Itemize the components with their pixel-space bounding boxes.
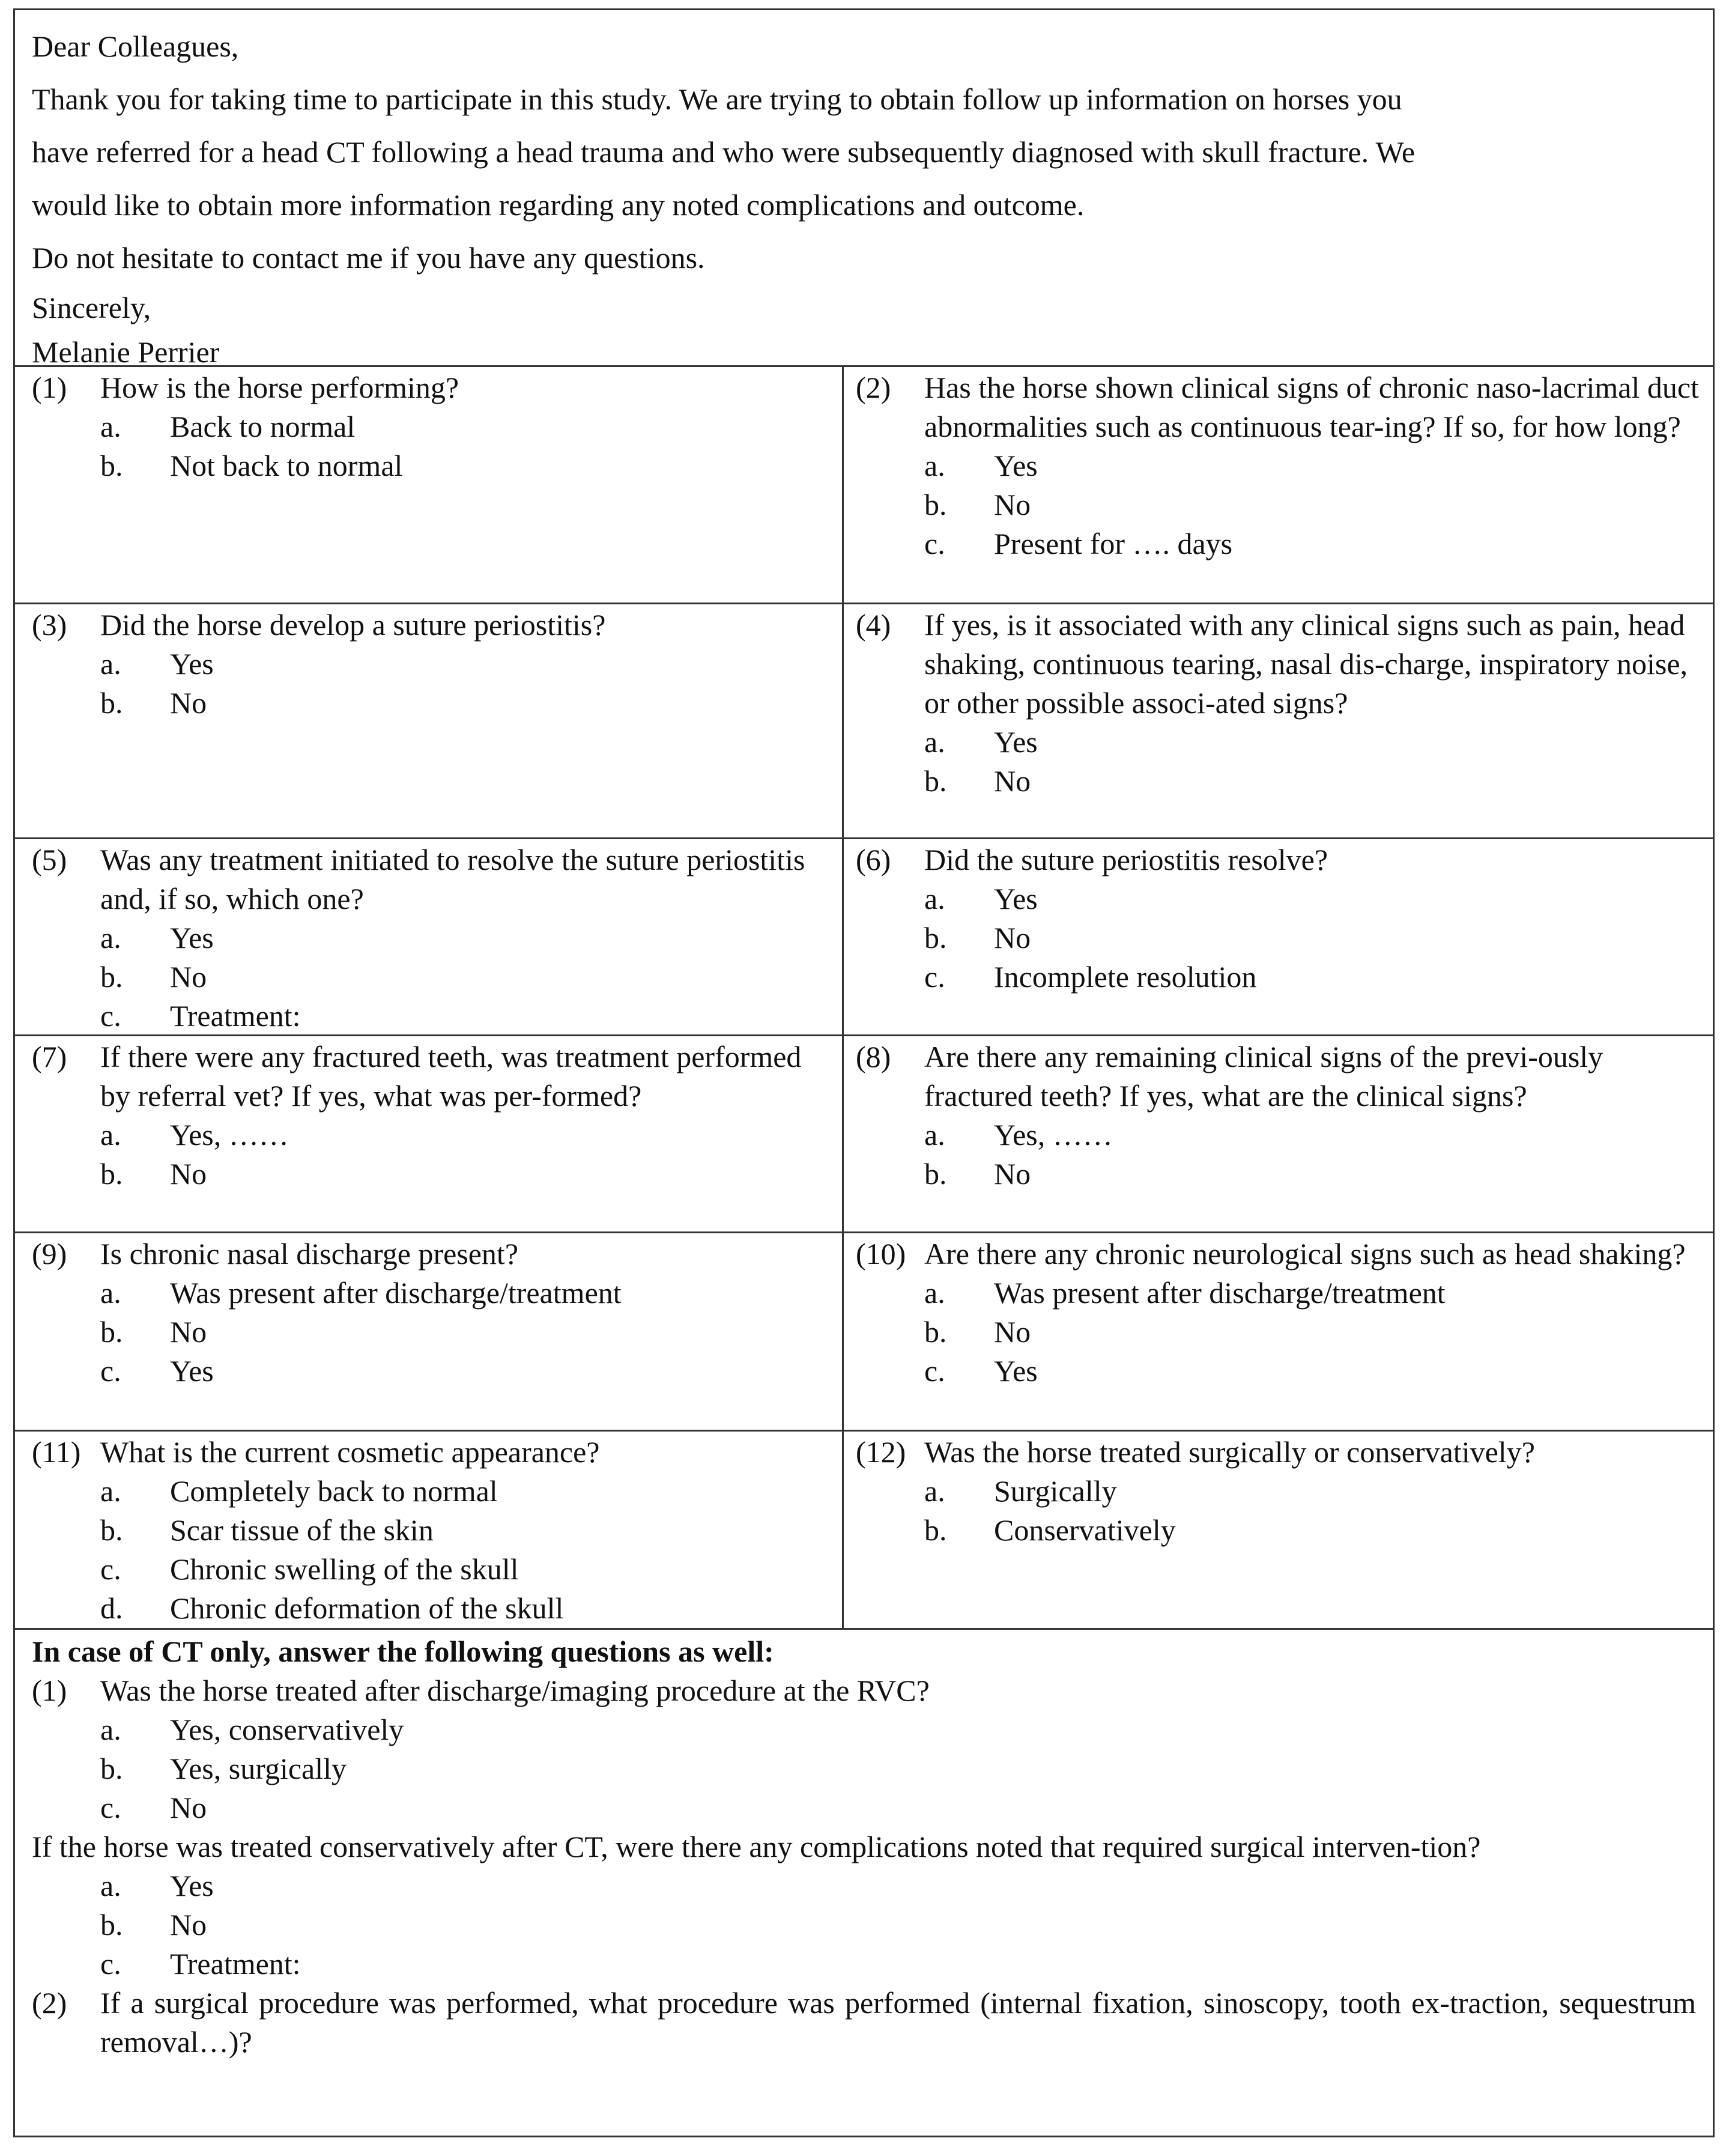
question-text: Are there any chronic neurological signs such as head shaking? [924, 1237, 1686, 1271]
option-item[interactable]: a. Surgically [924, 1474, 1117, 1508]
option-list [924, 879, 1701, 997]
question-number: (11) [32, 1435, 81, 1469]
question-row [15, 837, 1713, 1034]
question-number: (4) [856, 608, 891, 642]
question-cell-8 [844, 1036, 1713, 1231]
question-row [15, 603, 1713, 837]
option-item[interactable]: b. No [924, 764, 1031, 798]
question-cell-11 [15, 1432, 844, 1628]
option-item[interactable]: b. No [100, 1908, 207, 1942]
option-item[interactable]: a. Yes, …… [100, 1118, 289, 1152]
question-number: (5) [32, 843, 67, 876]
question-text: If yes, is it associated with any clinical signs such as pain, head shaking, continuous tearing, nasal dis-charge, inspiratory noise, or other possible associ-ated signs? [924, 608, 1688, 720]
question-number: (6) [856, 843, 891, 876]
question-row [15, 1034, 1713, 1231]
option-item[interactable]: a. Yes [924, 449, 1038, 482]
question-text: Did the horse develop a suture periostitis? [100, 608, 606, 642]
option-item[interactable]: c. Treatment: [100, 1947, 301, 1981]
option-item[interactable]: b. Not back to normal [100, 449, 403, 482]
option-item[interactable]: c. Yes [100, 1354, 214, 1388]
option-list [100, 1472, 830, 1628]
question-text: Was the horse treated surgically or conservatively? [924, 1435, 1535, 1469]
question-text: Did the suture periostitis resolve? [924, 843, 1328, 876]
question-text: Was any treatment initiated to resolve the suture periostitis and, if so, which one? [100, 843, 805, 916]
closing: Sincerely, [32, 291, 151, 324]
option-item[interactable]: b. No [100, 1315, 207, 1349]
question-row [15, 365, 1713, 603]
option-list [100, 919, 830, 1036]
option-item[interactable]: a. Yes [100, 1869, 214, 1902]
intro-body-line: would like to obtain more information regarding any noted complications and outcome. [32, 188, 1085, 222]
option-item[interactable]: b. No [100, 686, 207, 720]
intro-body-line: have referred for a head CT following a head trauma and who were subsequently diagnosed with skull fracture. We [32, 135, 1416, 169]
question-text: Is chronic nasal discharge present? [100, 1237, 519, 1271]
question-text: Has the horse shown clinical signs of chronic naso-lacrimal duct abnormalities such as continuous tear-ing? If so, for how long? [924, 371, 1699, 443]
question-text: Are there any remaining clinical signs of the previ-ously fractured teeth? If yes, what are the clinical signs? [924, 1040, 1603, 1113]
question-number: (1) [32, 371, 67, 404]
option-list [924, 1116, 1701, 1194]
question-cell-10 [844, 1233, 1713, 1430]
option-item[interactable]: b. Conservatively [924, 1513, 1176, 1547]
option-item[interactable]: b. No [924, 921, 1031, 955]
option-item[interactable]: a. Yes, …… [924, 1118, 1113, 1152]
question-cell-7 [15, 1036, 844, 1231]
question-text: If a surgical procedure was performed, what procedure was performed (internal fixation, sinoscopy, tooth ex-traction, sequestrum removal…)? [100, 1986, 1696, 2059]
question-cell-12 [844, 1432, 1713, 1628]
option-list [100, 645, 830, 723]
option-list [100, 1116, 830, 1194]
option-list [924, 1472, 1701, 1550]
question-cell-5 [15, 839, 844, 1034]
option-item[interactable]: a. Back to normal [100, 410, 356, 443]
question-number: (2) [856, 371, 891, 404]
question-number: (9) [32, 1237, 67, 1271]
option-item[interactable]: a. Yes [924, 725, 1038, 759]
option-item[interactable]: b. No [100, 960, 207, 994]
greeting: Dear Colleagues, [32, 29, 239, 63]
option-item[interactable]: c. Chronic swelling of the skull [100, 1552, 519, 1586]
option-item[interactable]: c. Yes [924, 1354, 1038, 1388]
question-cell-4 [844, 604, 1713, 837]
signature-name: Melanie Perrier [32, 335, 220, 369]
option-item[interactable]: a. Was present after discharge/treatment [924, 1276, 1446, 1310]
question-number: (12) [856, 1435, 906, 1469]
option-item[interactable]: a. Yes [100, 647, 214, 681]
option-item[interactable]: c. Present for …. days [924, 527, 1233, 560]
question-cell-3 [15, 604, 844, 837]
option-item[interactable]: b. Scar tissue of the skin [100, 1513, 434, 1547]
question-row [15, 1231, 1713, 1430]
question-number: (10) [856, 1237, 906, 1271]
question-number: (1) [32, 1674, 67, 1707]
question-row [15, 1430, 1713, 1628]
question-cell-9 [15, 1233, 844, 1430]
option-item[interactable]: b. No [924, 488, 1031, 521]
ct-only-section [15, 1628, 1713, 2136]
option-list [924, 446, 1701, 563]
option-item[interactable]: a. Yes [924, 882, 1038, 916]
option-item[interactable]: b. No [924, 1315, 1031, 1349]
questionnaire-document [13, 8, 1715, 2137]
intro-body-line: Thank you for taking time to participate in this study. We are trying to obtain follow up information on horses you [32, 82, 1402, 116]
option-list [924, 1274, 1701, 1391]
option-item[interactable]: b. Yes, surgically [100, 1752, 347, 1785]
option-item[interactable]: c. No [100, 1791, 207, 1824]
question-cell-2 [844, 367, 1713, 603]
question-cell-6 [844, 839, 1713, 1034]
question-text: Was the horse treated after discharge/imaging procedure at the RVC? [100, 1674, 930, 1707]
question-number: (8) [856, 1040, 891, 1073]
option-item[interactable]: d. Chronic deformation of the skull [100, 1591, 564, 1625]
contact-line: Do not hesitate to contact me if you have any questions. [32, 241, 705, 275]
option-list [100, 1710, 1696, 1827]
option-item[interactable]: b. No [924, 1157, 1031, 1191]
option-item[interactable]: c. Treatment: [100, 999, 301, 1033]
question-text: How is the horse performing? [100, 371, 459, 404]
question-number: (7) [32, 1040, 67, 1073]
question-number: (3) [32, 608, 67, 642]
question-cell-1 [15, 367, 844, 603]
option-item[interactable]: a. Was present after discharge/treatment [100, 1276, 622, 1310]
option-item[interactable]: a. Completely back to normal [100, 1474, 498, 1508]
option-item[interactable]: a. Yes, conservatively [100, 1713, 404, 1746]
question-text: If there were any fractured teeth, was treatment performed by referral vet? If yes, what was per-formed? [100, 1040, 802, 1113]
option-list [924, 723, 1701, 801]
option-item[interactable]: b. No [100, 1157, 207, 1191]
option-list [100, 1274, 830, 1391]
option-item[interactable]: c. Incomplete resolution [924, 960, 1257, 994]
followup-question-text: If the horse was treated conservatively after CT, were there any complications noted that required surgical interven-tion? [32, 1830, 1481, 1863]
question-text: What is the current cosmetic appearance? [100, 1435, 600, 1469]
option-list [100, 407, 830, 485]
ct-section-heading: In case of CT only, answer the following questions as well: [32, 1635, 774, 1668]
intro-letter [15, 10, 1713, 367]
option-list [100, 1866, 1696, 1984]
question-number: (2) [32, 1986, 67, 2020]
option-item[interactable]: a. Yes [100, 921, 214, 955]
